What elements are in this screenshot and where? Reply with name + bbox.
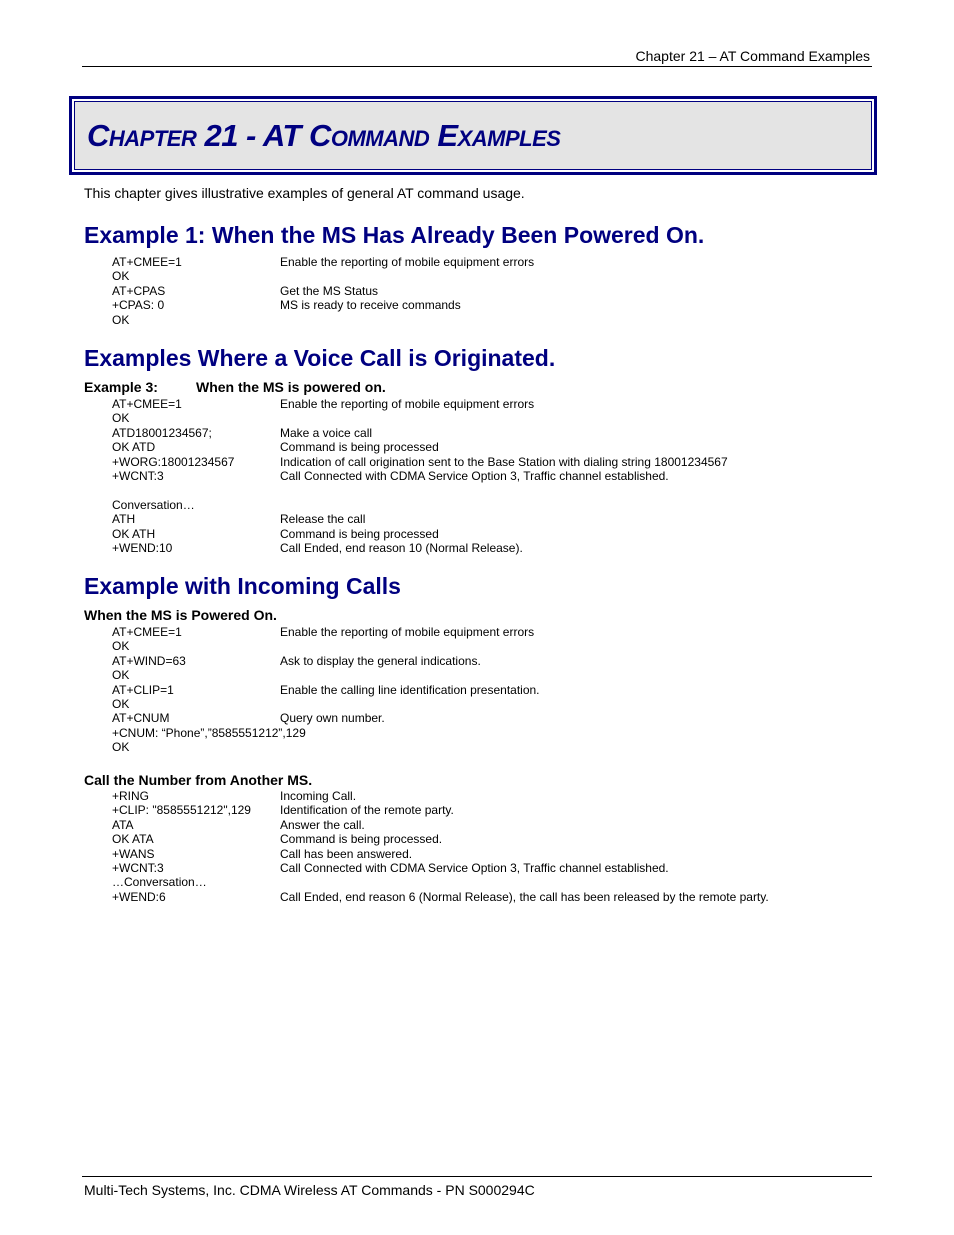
command-row — [112, 789, 832, 803]
command-row — [112, 512, 832, 526]
command-text: OK — [112, 312, 130, 327]
command-text: OK ATD — [112, 440, 156, 455]
section-heading-incoming-calls: Example with Incoming Calls — [84, 573, 401, 599]
command-row — [112, 440, 832, 454]
command-list-powered-on — [112, 625, 832, 755]
command-text: ATH — [112, 512, 136, 527]
command-description: Call Ended, end reason 6 (Normal Release), the call has been released by the remote party. — [280, 889, 769, 904]
command-description: Call Connected with CDMA Service Option 3, Traffic channel established. — [280, 860, 669, 875]
command-description: Call Connected with CDMA Service Option 3, Traffic channel established. — [280, 468, 669, 483]
command-text: +WEND:6 — [112, 889, 166, 904]
command-text: +RING — [112, 789, 150, 803]
command-text: OK — [112, 668, 130, 683]
command-description: Enable the reporting of mobile equipment errors — [280, 397, 535, 411]
command-row — [112, 711, 832, 725]
command-row — [112, 832, 832, 846]
intro-paragraph: This chapter gives illustrative examples of general AT command usage. — [84, 185, 525, 201]
command-text: OK — [112, 696, 130, 711]
command-text: AT+CNUM — [112, 711, 170, 726]
command-text: ATA — [112, 817, 134, 832]
command-row — [112, 668, 832, 682]
command-text: AT+CPAS — [112, 283, 166, 298]
command-text: AT+CLIP=1 — [112, 682, 174, 697]
command-text: OK — [112, 411, 130, 426]
section-heading-example-1: Example 1: When the MS Has Already Been Powered On. — [84, 222, 705, 248]
section-heading-voice-call: Examples Where a Voice Call is Originated. — [84, 345, 556, 371]
command-text: AT+CMEE=1 — [112, 255, 182, 269]
chapter-title-box — [69, 96, 877, 175]
command-row — [112, 426, 832, 440]
command-row — [112, 847, 832, 861]
command-row — [112, 890, 832, 904]
command-row — [112, 861, 832, 875]
command-text: OK ATH — [112, 526, 156, 541]
command-text: +WCNT:3 — [112, 860, 164, 875]
command-text: …Conversation… — [112, 875, 207, 890]
command-text: +CNUM: “Phone”,”8585551212”,129 — [112, 725, 306, 740]
chapter-title-inner — [74, 101, 872, 170]
command-description: Indication of call origination sent to the Base Station with dialing string 18001234567 — [280, 454, 728, 469]
command-description: Release the call — [280, 512, 366, 527]
command-row — [112, 313, 832, 327]
command-row — [112, 875, 832, 889]
subheading-example-3 — [84, 379, 386, 395]
command-row — [112, 255, 832, 269]
command-row — [112, 541, 832, 555]
subheading-number: Example 3: — [84, 379, 158, 395]
command-description: Command is being processed — [280, 526, 439, 541]
command-row — [112, 483, 832, 497]
command-row — [112, 683, 832, 697]
subheading-title: When the MS is powered on. — [196, 379, 386, 395]
footer-text: Multi-Tech Systems, Inc. CDMA Wireless AT Commands - PN S000294C — [84, 1182, 535, 1198]
running-header: Chapter 21 – AT Command Examples — [635, 48, 870, 64]
command-description: Answer the call. — [280, 817, 365, 832]
command-text: Conversation… — [112, 497, 195, 512]
command-row — [112, 411, 832, 425]
command-text: AT+CMEE=1 — [112, 397, 182, 411]
command-row — [112, 498, 832, 512]
command-row — [112, 654, 832, 668]
command-description: Enable the calling line identification presentation. — [280, 682, 540, 697]
command-row — [112, 284, 832, 298]
command-list-another-ms — [112, 789, 832, 904]
command-row — [112, 803, 832, 817]
command-description: Command is being processed — [280, 440, 439, 455]
command-text: OK — [112, 639, 130, 654]
subheading-another-ms: Call the Number from Another MS. — [84, 772, 313, 788]
command-description: Call has been answered. — [280, 846, 413, 861]
command-row — [112, 639, 832, 653]
command-description: Enable the reporting of mobile equipment errors — [280, 625, 535, 639]
command-description: Identification of the remote party. — [280, 803, 454, 818]
header-divider — [82, 66, 872, 67]
subheading-powered-on: When the MS is Powered On. — [84, 607, 277, 623]
command-description: MS is ready to receive commands — [280, 298, 461, 313]
footer-divider — [82, 1176, 872, 1177]
command-row — [112, 455, 832, 469]
command-description: Command is being processed. — [280, 832, 443, 847]
command-text: +WCNT:3 — [112, 468, 164, 483]
command-text: ATD18001234567; — [112, 425, 212, 440]
command-row — [112, 697, 832, 711]
command-text: +CLIP: "8585551212",129 — [112, 803, 251, 818]
command-text: +WEND:10 — [112, 540, 173, 555]
command-text: +WANS — [112, 846, 155, 861]
command-text: OK — [112, 740, 130, 755]
command-text: AT+WIND=63 — [112, 653, 186, 668]
command-text: OK ATA — [112, 832, 154, 847]
command-row — [112, 740, 832, 754]
command-row — [112, 818, 832, 832]
command-text: OK — [112, 269, 130, 284]
command-description: Get the MS Status — [280, 283, 379, 298]
command-description: Ask to display the general indications. — [280, 653, 481, 668]
command-list-example-1 — [112, 255, 832, 327]
command-row — [112, 298, 832, 312]
command-row — [112, 397, 832, 411]
chapter-title: Chapter 21 - AT Command Examples — [87, 117, 561, 153]
command-description: Call Ended, end reason 10 (Normal Release). — [280, 540, 523, 555]
command-row — [112, 527, 832, 541]
command-row — [112, 726, 832, 740]
command-description: Incoming Call. — [280, 789, 357, 803]
command-row — [112, 625, 832, 639]
command-text: +WORG:18001234567 — [112, 454, 235, 469]
command-text: AT+CMEE=1 — [112, 625, 182, 639]
command-row — [112, 269, 832, 283]
command-text: +CPAS: 0 — [112, 298, 165, 313]
command-description: Make a voice call — [280, 425, 373, 440]
command-description: Query own number. — [280, 711, 385, 726]
command-list-voice-call — [112, 397, 832, 555]
command-row — [112, 469, 832, 483]
command-description: Enable the reporting of mobile equipment errors — [280, 255, 535, 269]
